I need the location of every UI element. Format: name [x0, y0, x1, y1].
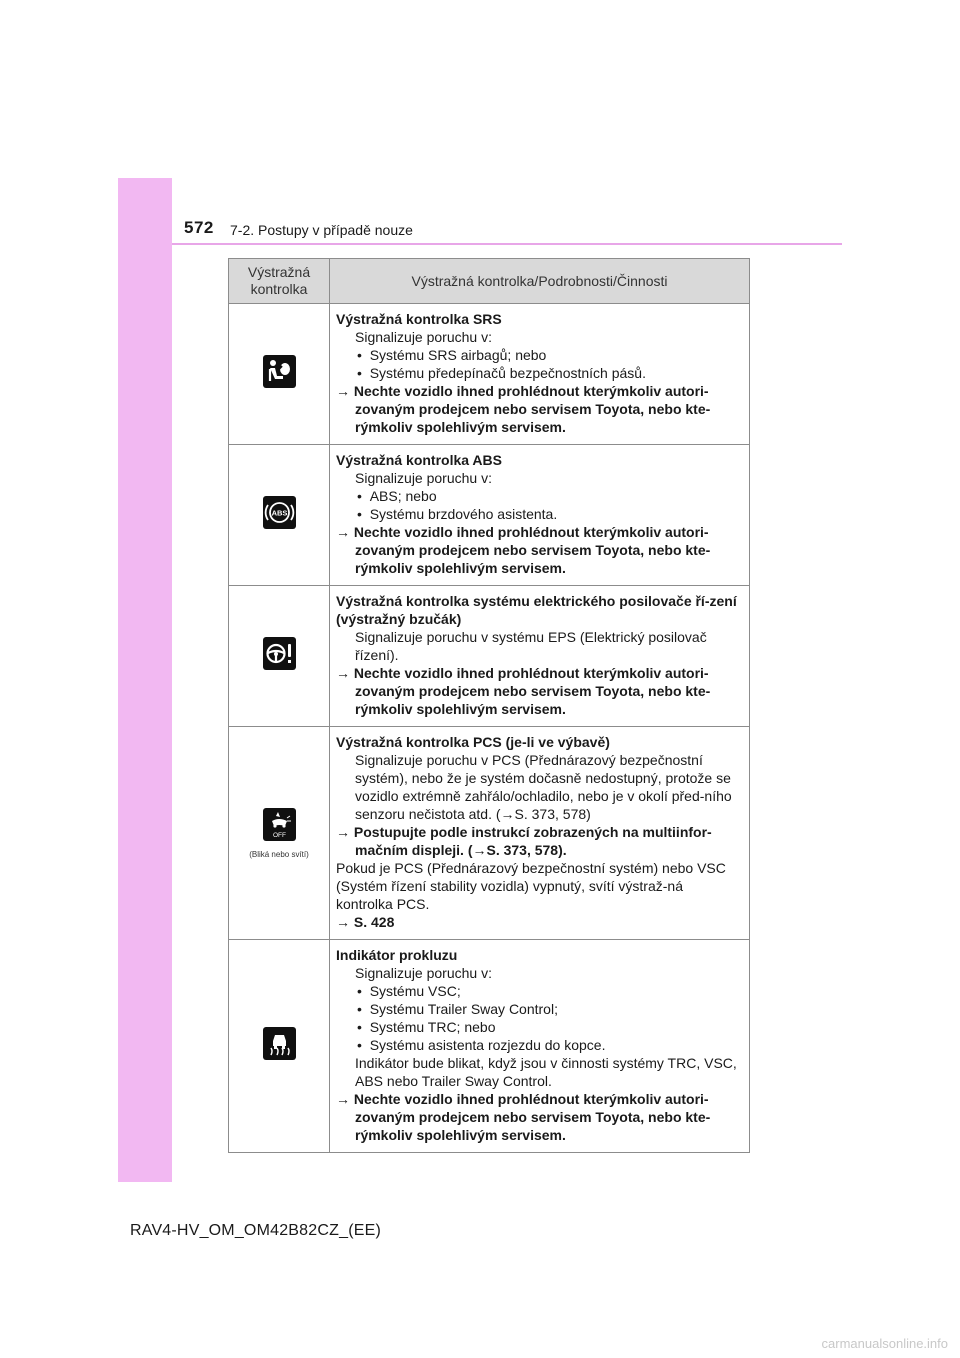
section-title: 7-2. Postupy v případě nouze	[230, 222, 413, 238]
table-row	[229, 445, 750, 586]
arrow-icon: →	[336, 524, 350, 540]
extra-note: Pokud je PCS (Přednárazový bezpečnostní systém) nebo VSC (Systém řízení stability vozidla) vypnutý, svítí výstraž-ná kontrolka PCS.	[336, 860, 726, 912]
document-code: RAV4-HV_OM_OM42B82CZ_(EE)	[130, 1222, 381, 1239]
abs-icon	[263, 496, 296, 529]
page-reference-text: S. 428	[353, 914, 395, 930]
details-cell	[330, 940, 750, 1153]
action-text	[336, 382, 743, 436]
list-item-text: Systému Trailer Sway Control;	[369, 1001, 558, 1017]
list-item	[336, 1018, 743, 1036]
list-item-text: Systému asistenta rozjezdu do kopce.	[369, 1037, 606, 1053]
list-item-text: Systému SRS airbagů; nebo	[369, 347, 547, 363]
icon-cell	[229, 445, 330, 586]
chapter-tab-sidebar	[118, 178, 172, 1182]
list-item-text: Systému brzdového asistenta.	[369, 506, 558, 522]
action-text	[336, 664, 743, 718]
warning-lights-table	[228, 258, 750, 1153]
list-item	[336, 1000, 743, 1018]
action-text-body: Nechte vozidlo ihned prohlédnout kterýmkoliv autori-zovaným prodejcem nebo servisem Toyota, nebo kte-rýmkoliv spolehlivým servisem.	[353, 524, 711, 576]
action-text	[336, 523, 743, 577]
bullet-mark: •	[357, 1019, 362, 1035]
table-row	[229, 940, 750, 1153]
action-text	[336, 823, 743, 859]
list-item	[336, 364, 743, 382]
bullet-mark: •	[357, 1001, 362, 1017]
page-reference[interactable]	[336, 913, 743, 931]
light-description: Signalizuje poruchu v systému EPS (Elektrický posilovač řízení).	[355, 629, 707, 663]
column-header-light: Výstražná kontrolka	[229, 259, 330, 304]
bullet-mark: •	[357, 488, 362, 504]
bullet-mark: •	[357, 1037, 362, 1053]
list-item-text: Systému VSC;	[369, 983, 461, 999]
icon-note: (Bliká nebo svítí)	[249, 849, 309, 859]
action-text-body: Postupujte podle instrukcí zobrazených na multiinfor-mačním displeji. (→S. 373, 578).	[353, 824, 712, 858]
icon-cell	[229, 940, 330, 1153]
header-divider	[172, 243, 842, 245]
page-number: 572	[184, 218, 214, 237]
action-text	[336, 1090, 743, 1144]
watermark: carmanualsonline.info	[821, 1336, 948, 1351]
list-item-text: Systému předepínačů bezpečnostních pásů.	[369, 365, 646, 381]
light-title: Výstražná kontrolka ABS	[336, 452, 502, 468]
table-row	[229, 586, 750, 727]
list-item	[336, 346, 743, 364]
pcs-off-icon	[263, 808, 296, 841]
icon-cell	[229, 586, 330, 727]
pcs-icon-text: OFF	[272, 831, 286, 839]
bullet-mark: •	[357, 365, 362, 381]
light-title: Výstražná kontrolka SRS	[336, 311, 502, 327]
extra-note: Indikátor bude blikat, když jsou v činnosti systémy TRC, VSC, ABS nebo Trailer Sway Control.	[355, 1055, 737, 1089]
slip-indicator-icon	[263, 1027, 296, 1060]
list-item	[336, 487, 743, 505]
action-text-body: Nechte vozidlo ihned prohlédnout kterýmkoliv autori-zovaným prodejcem nebo servisem Toyota, nebo kte-rýmkoliv spolehlivým servisem.	[353, 1091, 711, 1143]
column-header-details: Výstražná kontrolka/Podrobnosti/Činnosti	[330, 259, 750, 304]
bullet-mark: •	[357, 983, 362, 999]
arrow-icon: →	[336, 383, 350, 399]
list-item	[336, 982, 743, 1000]
bullet-mark: •	[357, 347, 362, 363]
light-description: Signalizuje poruchu v:	[355, 329, 492, 345]
list-item-text: Systému TRC; nebo	[369, 1019, 496, 1035]
bullet-mark: •	[357, 506, 362, 522]
light-description: Signalizuje poruchu v:	[355, 965, 492, 981]
details-cell	[330, 304, 750, 445]
table-header-row	[229, 259, 750, 304]
details-cell	[330, 586, 750, 727]
list-item-text: ABS; nebo	[369, 488, 437, 504]
arrow-icon: →	[336, 914, 350, 930]
table-row	[229, 304, 750, 445]
light-title: Výstražná kontrolka PCS (je-li ve výbavě)	[336, 734, 610, 750]
action-text-body: Nechte vozidlo ihned prohlédnout kterýmkoliv autori-zovaným prodejcem nebo servisem Toyota, nebo kte-rýmkoliv spolehlivým servisem.	[353, 383, 711, 435]
arrow-icon: →	[336, 665, 350, 681]
light-title: Indikátor prokluzu	[336, 947, 458, 963]
arrow-icon: →	[336, 1091, 350, 1107]
light-description: Signalizuje poruchu v PCS (Přednárazový bezpečnostní systém), nebo že je systém dočasně nedostupný, protože se vozidlo extrémně zahřálo/ochladilo, nebo je v okolí před-ního senzoru nečistota atd. (→S. 373, 578)	[355, 752, 732, 822]
action-text-body: Nechte vozidlo ihned prohlédnout kterýmkoliv autori-zovaným prodejcem nebo servisem Toyota, nebo kte-rýmkoliv spolehlivým servisem.	[353, 665, 711, 717]
icon-cell	[229, 304, 330, 445]
abs-icon-text: ABS	[271, 508, 287, 518]
arrow-icon: →	[336, 824, 350, 840]
srs-airbag-icon	[263, 355, 296, 388]
table-row	[229, 727, 750, 940]
eps-steering-icon	[263, 637, 296, 670]
details-cell	[330, 445, 750, 586]
light-description: Signalizuje poruchu v:	[355, 470, 492, 486]
list-item	[336, 505, 743, 523]
details-cell	[330, 727, 750, 940]
list-item	[336, 1036, 743, 1054]
icon-cell	[229, 727, 330, 940]
light-title: Výstražná kontrolka systému elektrického posilovače ří-zení (výstražný bzučák)	[336, 593, 737, 627]
